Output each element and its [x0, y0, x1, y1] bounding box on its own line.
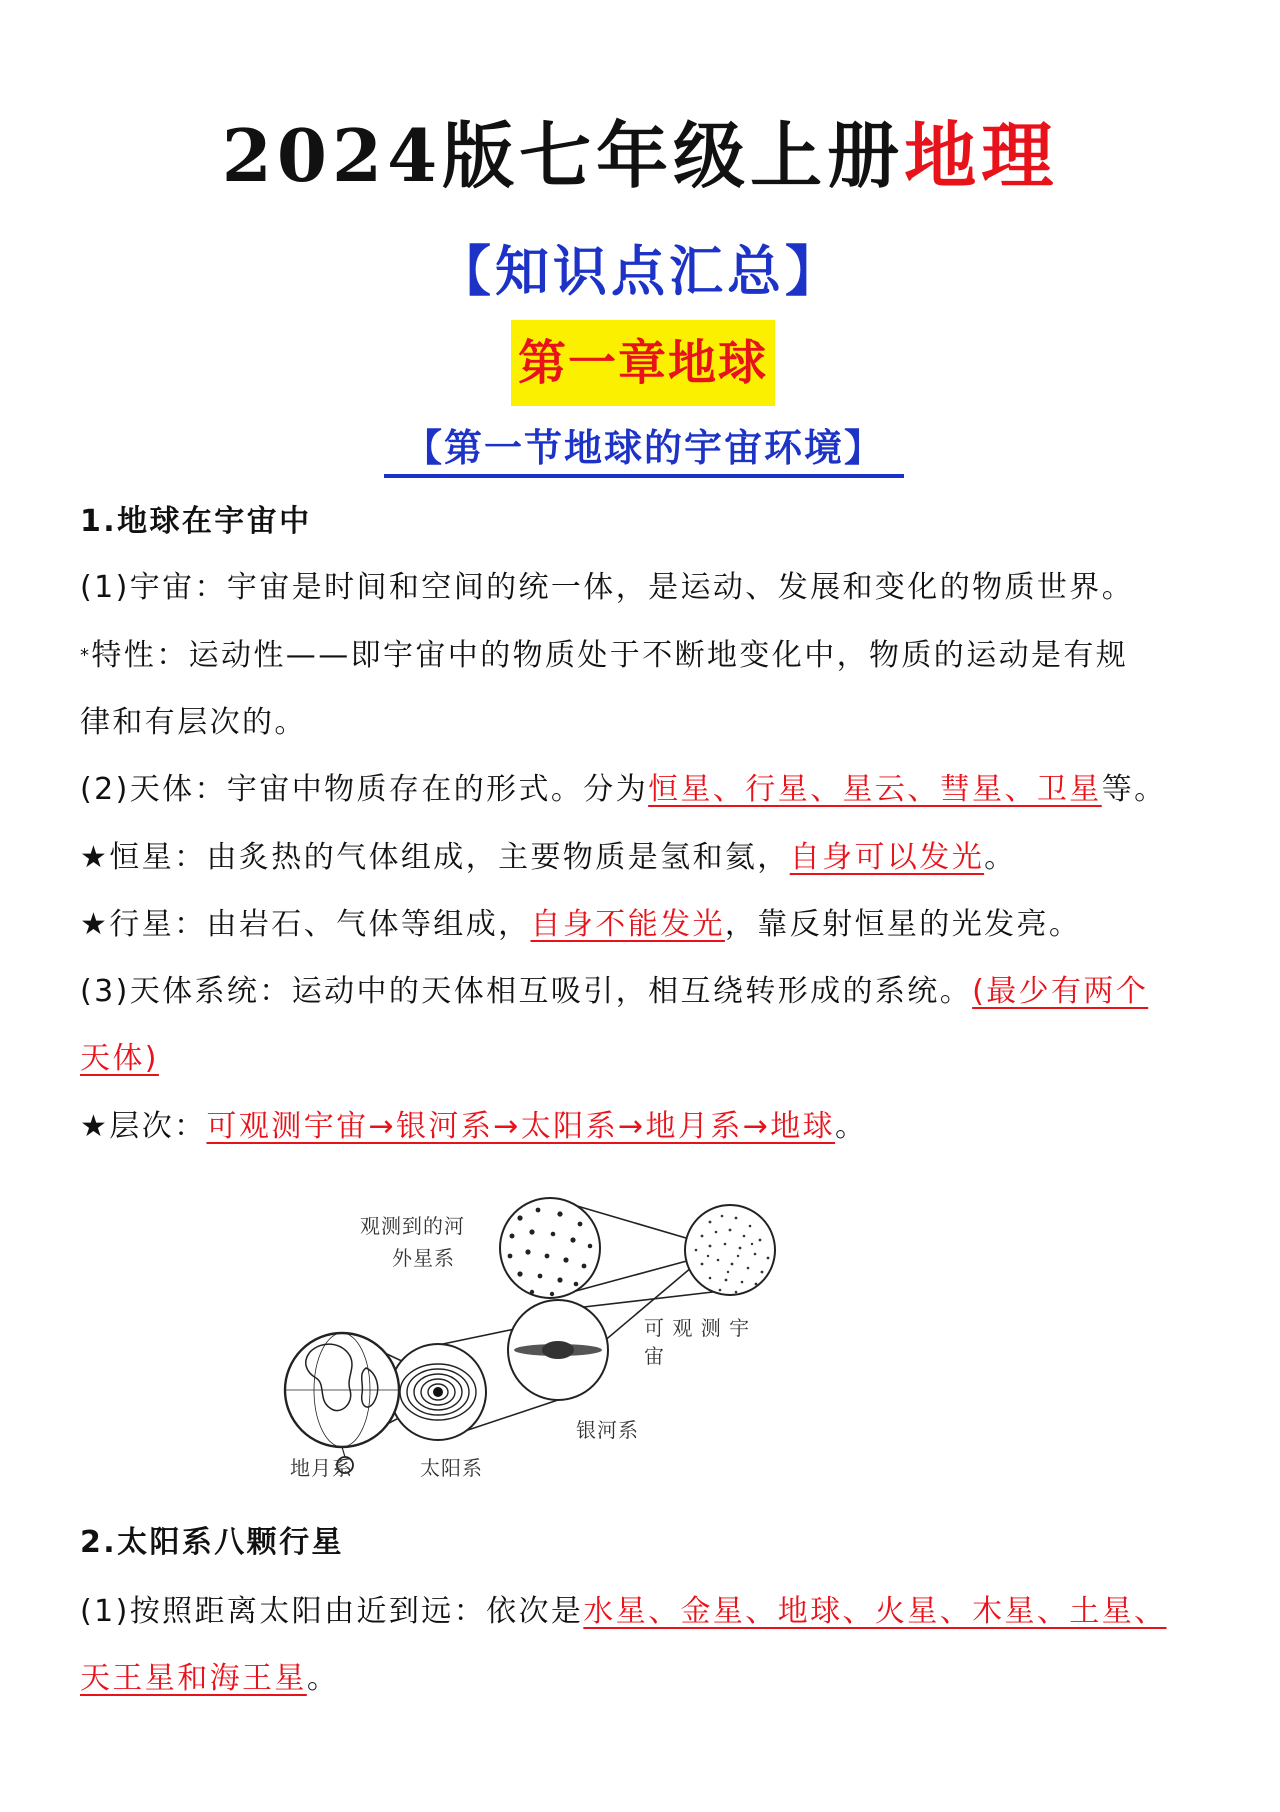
page-title: [0, 108, 1280, 204]
milky-way-sphere: [508, 1300, 608, 1400]
star-prefix: ★恒星：由炙热的气体组成，主要物质是氢和氦，: [80, 840, 790, 875]
title-text: 2024版七年级上册: [221, 113, 905, 198]
paragraph-property-1: [80, 634, 1215, 678]
label-observed-galaxies: 观测到的河: [360, 1214, 465, 1238]
hierarchy-suffix: 。: [835, 1109, 868, 1144]
paragraph-hierarchy: [80, 1105, 1215, 1149]
title-highlight: 地理: [904, 113, 1059, 198]
planet-order-prefix: (1)按照距离太阳由近到远：依次是: [80, 1594, 584, 1629]
planet-order-key-1: 水星、金星、地球、火星、木星、土星、: [583, 1594, 1167, 1629]
paragraph-universe: (1)宇宙：宇宙是时间和空间的统一体，是运动、发展和变化的物质世界。: [80, 570, 1135, 605]
paragraph-star: [80, 836, 1215, 880]
celestial-prefix: (2)天体：宇宙中物质存在的形式。分为: [80, 772, 649, 807]
celestial-suffix: 等。: [1101, 772, 1167, 807]
celestial-hierarchy-figure: [270, 1180, 810, 1500]
paragraph-planet-order-1: [80, 1590, 1215, 1634]
heading-earth-in-universe: 1.地球在宇宙中: [80, 504, 312, 539]
label-observable-universe-2: 宙: [644, 1344, 665, 1368]
paragraph-planet: [80, 903, 1215, 947]
celestial-types: 恒星、行星、星云、彗星、卫星: [648, 772, 1102, 807]
paragraph-system-1: [80, 970, 1215, 1014]
star-key: 自身可以发光: [789, 840, 985, 875]
heading-eight-planets: 2.太阳系八颗行星: [80, 1525, 344, 1560]
asterisk-mark: *: [80, 645, 92, 666]
subtitle: 【知识点汇总】: [437, 240, 843, 303]
system-prefix: (3)天体系统：运动中的天体相互吸引，相互绕转形成的系统。: [80, 974, 973, 1009]
star-suffix: 。: [984, 840, 1017, 875]
planet-suffix: ，靠反射恒星的光发亮。: [724, 907, 1082, 942]
paragraph-property-2: 律和有层次的。: [80, 705, 307, 740]
section-heading: 【第一节地球的宇宙环境】: [384, 424, 904, 478]
property-text-1: 特性：运动性——即宇宙中的物质处于不断地变化中，物质的运动是有规: [91, 638, 1129, 673]
planet-prefix: ★行星：由岩石、气体等组成，: [80, 907, 531, 942]
planet-key: 自身不能发光: [530, 907, 725, 942]
label-observable-universe-1: 可 观 测 宇: [644, 1316, 751, 1340]
system-key-2: 天体): [80, 1041, 159, 1076]
paragraph-planet-order-2: [80, 1657, 1215, 1701]
observable-universe-sphere: [685, 1205, 775, 1295]
paragraph-system-2: [80, 1037, 1215, 1081]
hierarchy-prefix: ★层次：: [80, 1109, 207, 1144]
chapter-heading: 第一章地球: [511, 320, 775, 406]
observed-galaxies-sphere: [500, 1198, 600, 1298]
planet-order-key-2: 天王星和海王星: [80, 1661, 307, 1696]
label-earth-moon: 地月系: [290, 1456, 353, 1480]
label-other-galaxies: 外星系: [392, 1246, 455, 1270]
system-key-1: (最少有两个: [972, 974, 1149, 1009]
solar-system-sphere: [390, 1344, 486, 1440]
paragraph-celestial-bodies: [80, 768, 1215, 812]
label-milky-way: 银河系: [576, 1418, 639, 1442]
hierarchy-key: 可观测宇宙→银河系→太阳系→地月系→地球: [206, 1109, 836, 1144]
planet-order-suffix: 。: [306, 1661, 340, 1696]
label-solar-system: 太阳系: [420, 1456, 483, 1480]
